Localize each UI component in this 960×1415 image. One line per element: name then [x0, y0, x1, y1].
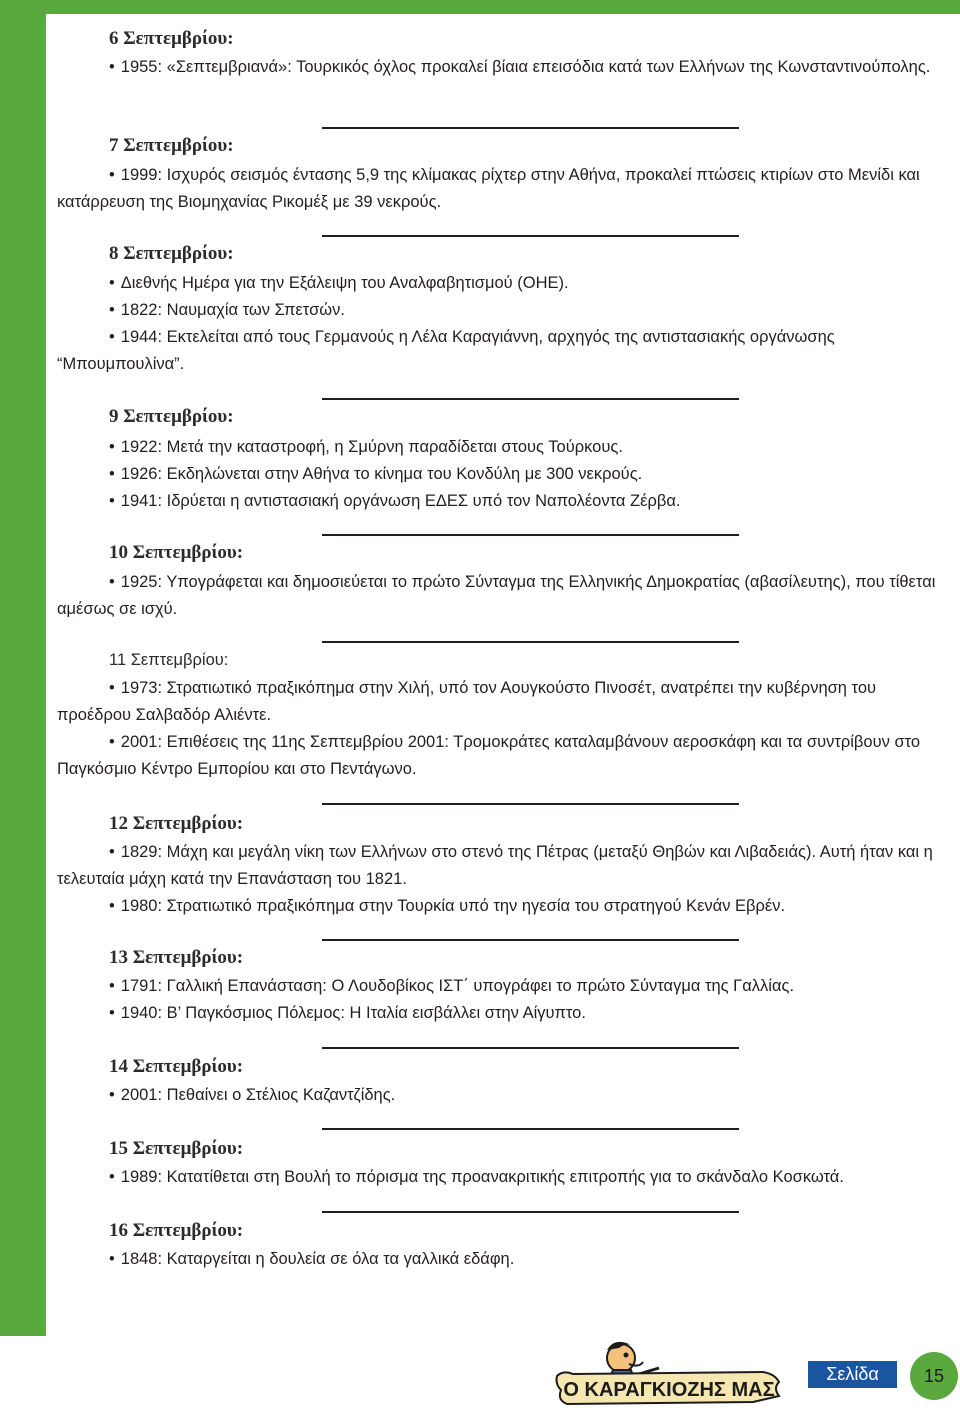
event-item: • 1922: Μετά την καταστροφή, η Σμύρνη παραδίδεται στους Τούρκους. [109, 438, 623, 456]
event-item: • 1973: Στρατιωτικό πραξικόπημα στην Χιλή, υπό τον Αουγκούστο Πινοσέτ, ανατρέπει την κυβέρνηση του προέδρου Σαλβαδόρ Αλιέντε. [57, 679, 877, 724]
section-divider [322, 235, 739, 237]
section-divider [322, 641, 739, 643]
event-item: • 1848: Καταργείται η δουλεία σε όλα τα γαλλικά εδάφη. [109, 1250, 515, 1268]
event-item: • 1791: Γαλλική Επανάσταση: Ο Λουδοβίκος ΙΣΤ΄ υπογράφει το πρώτο Σύνταγμα της Γαλλίας. [109, 977, 795, 995]
top-color-bar [0, 0, 960, 14]
event-item: • 2001: Πεθαίνει ο Στέλιος Καζαντζίδης. [109, 1086, 396, 1104]
day-heading: 13 Σεπτεμβρίου: [109, 947, 244, 968]
karagiozis-logo [553, 1338, 783, 1408]
day-heading: 10 Σεπτεμβρίου: [109, 542, 244, 563]
event-item: • 1940: Β’ Παγκόσμιος Πόλεμος: Η Ιταλία εισβάλλει στην Αίγυπτο. [109, 1004, 586, 1022]
event-item: • 1941: Ιδρύεται η αντιστασιακή οργάνωση ΕΔΕΣ υπό τον Ναπολέοντα Ζέρβα. [109, 492, 681, 510]
section-divider [322, 803, 739, 805]
event-item: • 1999: Ισχυρός σεισμός έντασης 5,9 της κλίμακας ρίχτερ στην Αθήνα, προκαλεί πτώσεις κτιρίων στο Μενίδι και κατάρρευση της Βιομηχανίας Ρικομέξ με 39 νεκρούς. [57, 166, 920, 211]
event-item: • 1955: «Σεπτεμβριανά»: Τουρκικός όχλος προκαλεί βίαια επεισόδια κατά των Ελλήνων της Κωνσταντινούπολης. [109, 58, 931, 76]
page-number: 15 [910, 1352, 958, 1400]
day-heading: 12 Σεπτεμβρίου: [109, 813, 244, 834]
event-item: • 1980: Στρατιωτικό πραξικόπημα στην Τουρκία υπό την ηγεσία του στρατηγού Κενάν Εβρέν. [109, 897, 786, 915]
event-item: • 1989: Κατατίθεται στη Βουλή το πόρισμα της προανακριτικής επιτροπής για το σκάνδαλο Κοσκωτά. [109, 1168, 844, 1186]
event-item: • Διεθνής Ημέρα για την Εξάλειψη του Αναλφαβητισμού (ΟΗΕ). [109, 274, 569, 292]
day-heading: 16 Σεπτεμβρίου: [109, 1220, 244, 1241]
event-item: • 1829: Μάχη και μεγάλη νίκη των Ελλήνων στο στενό της Πέτρας (μεταξύ Θηβών και Λιβαδειάς). Αυτή ήταν και η τελευταία μάχη κατά την Επανάσταση του 1821. [57, 843, 933, 888]
day-heading: 11 Σεπτεμβρίου: [109, 651, 229, 669]
event-item: • 1822: Ναυμαχία των Σπετσών. [109, 301, 345, 319]
left-color-bar [0, 0, 46, 1336]
day-heading: 7 Σεπτεμβρίου: [109, 135, 234, 156]
section-divider [322, 534, 739, 536]
section-divider [322, 127, 739, 129]
section-divider [322, 1211, 739, 1213]
section-divider [322, 1047, 739, 1049]
day-heading: 15 Σεπτεμβρίου: [109, 1138, 244, 1159]
day-heading: 9 Σεπτεμβρίου: [109, 406, 234, 427]
day-heading: 6 Σεπτεμβρίου: [109, 28, 234, 49]
section-divider [322, 939, 739, 941]
event-item: • 1925: Υπογράφεται και δημοσιεύεται το πρώτο Σύνταγμα της Ελληνικής Δημοκρατίας (αβασίλευτης), που τίθεται αμέσως σε ισχύ. [57, 573, 936, 618]
logo-text: Ο ΚΑΡΑΓΚΙΟΖΗΣ ΜΑΣ [563, 1379, 775, 1401]
page-label: Σελίδα [808, 1361, 897, 1388]
section-divider [322, 1128, 739, 1130]
event-item: • 1926: Εκδηλώνεται στην Αθήνα το κίνημα του Κονδύλη με 300 νεκρούς. [109, 465, 643, 483]
event-item: • 2001: Επιθέσεις της 11ης Σεπτεμβρίου 2001: Τρομοκράτες καταλαμβάνουν αεροσκάφη και τα συντρίβουν στο Παγκόσμιο Κέντρο Εμπορίου και στο Πεντάγωνο. [57, 733, 921, 778]
event-item: • 1944: Εκτελείται από τους Γερμανούς η Λέλα Καραγιάννη, αρχηγός της αντιστασιακής οργάνωσης “Μπουμπουλίνα”. [57, 328, 835, 373]
section-divider [322, 398, 739, 400]
day-heading: 8 Σεπτεμβρίου: [109, 243, 234, 264]
day-heading: 14 Σεπτεμβρίου: [109, 1056, 244, 1077]
